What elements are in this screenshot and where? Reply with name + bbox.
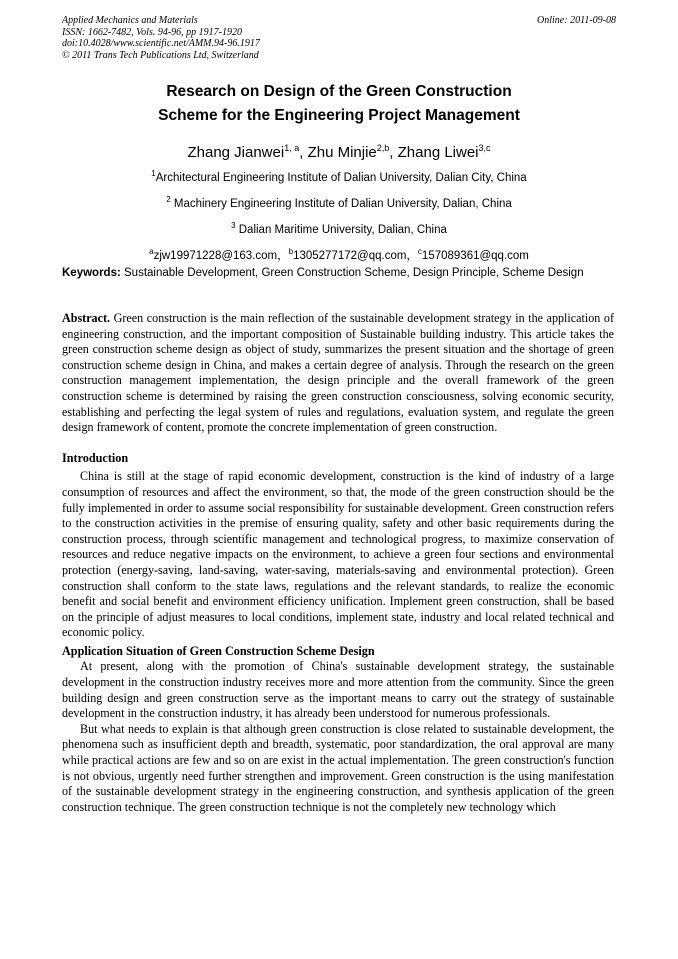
author-sup: 3,c xyxy=(478,143,491,153)
author-name: Zhu Minjie xyxy=(307,144,377,161)
email-link[interactable]: 157089361@qq.com xyxy=(421,250,529,262)
email-link[interactable]: zjw19971228@163.com， xyxy=(153,250,289,262)
paper-title xyxy=(62,80,616,128)
abstract-label: Abstract. xyxy=(62,311,111,325)
affiliation-2: $^2$ Machinery Engineering Institute of Dalian University, Dalian, China xyxy=(166,195,512,210)
online-date: Online: 2011-09-08 xyxy=(537,15,616,26)
author-name: Zhang Jianwei xyxy=(187,144,285,161)
author-sup: 2,b xyxy=(376,143,390,153)
author-name: Zhang Liwei xyxy=(397,144,479,161)
paragraph: China is still at the stage of rapid economic development, construction is the kind of industry of a large consumption of resources and affect the environment, so that, the mode of the green construction should be the fully implemented in order to assume social responsibility for sustainable development. Green construction refers to the construction activities in the premise of ensuring quality, safety and other basic requirements during the construction process, through scientific management and technological progress, to maximize conservation of resources and reduce negative impacts on the environment, to achieve a green four sections and environmental protection (energy-saving, land-saving, water-saving, materials-saving and environmental protection). Green construction shall conform to the state laws, regulations and the relevant standards, to realize the economic benefit and social benefit and environment efficiency unification. Implement green construction, shall be based on the principle of adjust measures to local conditions, implement state, industry and local related technical and economic policy. xyxy=(62,469,614,640)
paper-body xyxy=(62,311,614,815)
title-line-1: Research on Design of the Green Construction xyxy=(166,83,512,100)
copyright-line: © 2011 Trans Tech Publications Ltd, Switzerland xyxy=(62,49,259,61)
keywords-label: Keywords: xyxy=(62,267,121,279)
affiliation-3: $^3$ Dalian Maritime University, Dalian, China xyxy=(231,221,447,236)
keywords-text: Sustainable Development, Green Construction Scheme, Design Principle, Scheme Design xyxy=(124,267,584,279)
journal-name: Applied Mechanics and Materials xyxy=(62,15,198,26)
doi-line: doi:10.4028/www.scientific.net/AMM.94-96.1917 xyxy=(62,38,260,49)
affiliation-1: $^1$Architectural Engineering Institute of Dalian University, Dalian City, China xyxy=(151,169,527,184)
keywords xyxy=(62,266,614,281)
section-heading-application: Application Situation of Green Construction Scheme Design xyxy=(62,643,375,658)
journal-header xyxy=(62,15,616,61)
author-list: Zhang Jianwei$^{1, a}$, Zhu Minjie$^{2,b}$, Zhang Liwei$^{3,c}$ xyxy=(187,143,491,161)
issn-line: ISSN: 1662-7482, Vols. 94-96, pp 1917-1920 xyxy=(62,26,242,38)
abstract-text: Green construction is the main reflection of the sustainable development strategy in the application of engineering construction, and the important composition of Sustainable building industry. This article takes the green construction scheme design as object of study, summarizes the present situation and the shortage of green construction scheme design in China, and makes a certain degree of analysis. Through the research on the green construction management implementation, the design principle and the overall framework of the green construction scheme is determined by raising the green construction consciousness, solving economic security, establishing and perfecting the legal system of rules and regulations, evaluation system, and regulate the green design framework of content, promote the concrete implementation of green construction. xyxy=(62,311,614,435)
affiliations xyxy=(62,163,616,267)
paragraph: At present, along with the promotion of China's sustainable development strategy, the sustainable development in the construction industry receives more and more attention from the community. Since the green building design and green construction serve as the important means to carry out the strategy of sustainable development in the construction industry, it has already been understood for numerous professionals. xyxy=(62,659,614,721)
paragraph: But what needs to explain is that although green construction is close related to sustainable development, the phenomena such as insufficient depth and breadth, systematic, poor standardization, the oral approval are many while practical actions are few and so on are exist in the actual implementation. The green construction's function is not obvious, urgently need further strengthen and improvement. Green construction is the using manifestation of the sustainable development strategy in the engineering construction, and synthesis application of the green construction technique. The green construction technique is not the completely new technology which xyxy=(62,721,614,814)
email-line: $^a$zjw19971228@163.com，$^b$1305277172@qq.com，$^c$157089361@qq.com xyxy=(149,247,529,262)
abstract xyxy=(62,311,614,436)
author-sup: 1, a xyxy=(284,143,300,153)
email-link[interactable]: 1305277172@qq.com， xyxy=(293,250,418,262)
section-heading-introduction: Introduction xyxy=(62,450,129,465)
title-line-2: Scheme for the Engineering Project Management xyxy=(158,107,520,124)
